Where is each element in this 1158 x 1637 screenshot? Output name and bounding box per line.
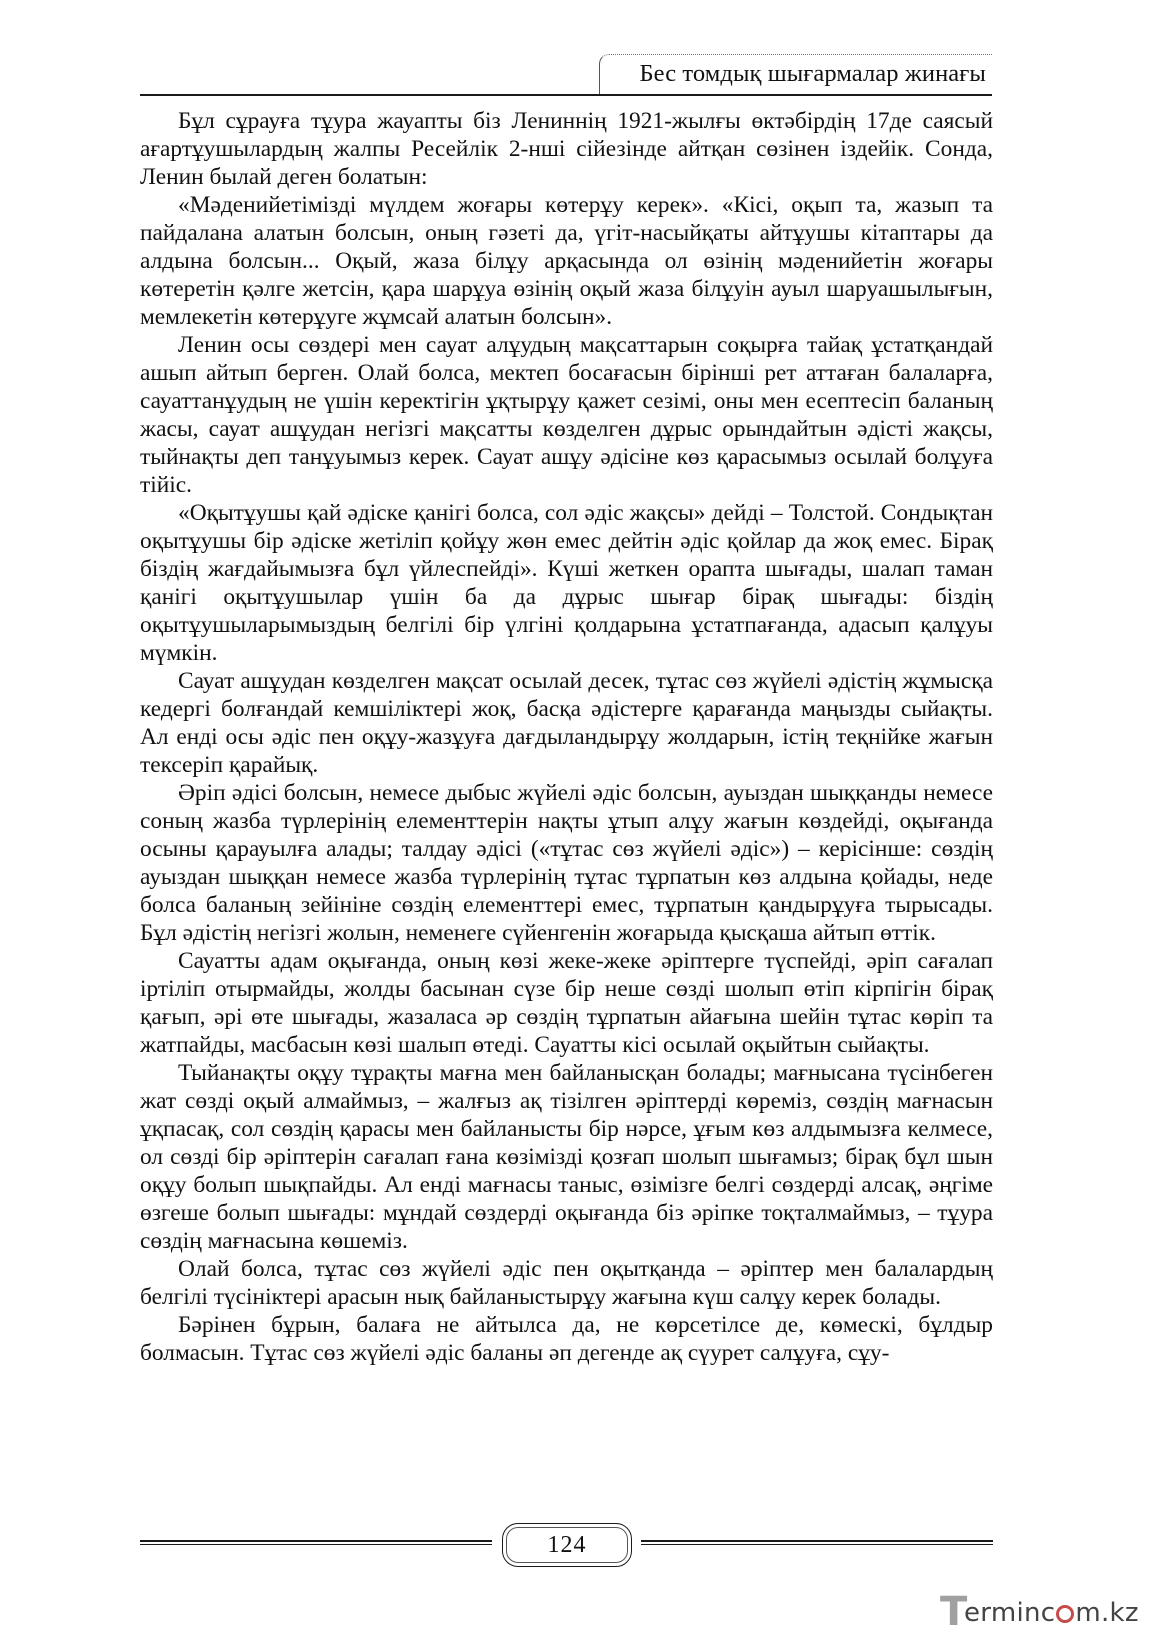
paragraph: Сауат ашұудан көзделген мақсат осылай десек, тұтас сөз жүйелі әдістің жұмысқа кедергі болғандай кемшіліктері жоқ, басқа әдістерге қарағанда маңызды сыйақты. Ал енді осы әдіс пен оқұу-жазұуға дағдыландырұу жолдарын, істің теқнійке жағын тексеріп қарайық. (140, 668, 993, 778)
paragraph: Сауатты адам оқығанда, оның көзі жеке-жеке әріптерге түспейді, әріп сағалап іртіліп отырмайды, жолды басынан сүзе бір неше сөзді шолып өтіп кірпігін бірақ қағып, әрі өте шығады, жазаласа әр сөздің тұрпатын айағына шейін тұтас көріп та жатпайды, масбасын көзі шалып өтеді. Сауатты кісі осылай оқыйтын сыйақты. (140, 948, 993, 1058)
footer-rule-right (641, 1540, 993, 1545)
paragraph: Олай болса, тұтас сөз жүйелі әдіс пен оқытқанда – әріптер мен балалардың белгілі түсініктері арасын нық байланыстырұу жағына күш салұу керек болады. (140, 1256, 993, 1310)
running-header-title: Бес томдық шығармалар жинағы (639, 60, 986, 87)
paragraph: Тыйанақты оқұу тұрақты мағна мен байланысқан болады; мағнысана түсінбеген жат сөзді оқый алмаймыз, – жалғыз ақ тізілген әріптерді көреміз, сөздің мағнасын ұқпасақ, сол сөздің қарасы мен байланысты бір нәрсе, ұғым көз алдымызға келмесе, ол сөзді бір әріптерін сағалап ғана көзімізді қозғап шолып шығамыз; бірақ бұл шын оқұу болып шықпайды. Ал енді мағнасы таныс, өзімізге белгі сөздерді алсақ, әңгіме өзгеше болып шығады: мұндай сөздерді оқығанда біз әріпке тоқталмаймыз, – тұура сөздің мағнасына көшеміз. (140, 1060, 993, 1254)
page-number-frame (502, 1523, 632, 1567)
running-header (140, 52, 992, 96)
termincom-watermark (940, 1589, 1140, 1635)
header-rule (140, 94, 992, 96)
page-footer (140, 1519, 993, 1571)
paragraph: Ленин осы сөздері мен сауат алұудың мақсаттарын соқырға тайақ ұстатқандай ашып айтып берген. Олай болса, мектеп босағасын бірінші рет аттаған балаларға, сауаттанұудың не үшін керектігін ұқтырұу қажет сезімі, оны мен есептесіп баланың жасы, сауат ашұудан негізгі мақсатты көзделген дұрыс орындайтын әдісті жақсы, тыйнақты деп танұуымыз керек. Сауат ашұу әдісіне көз қарасымыз осылай болұуға тійіс. (140, 332, 993, 498)
paragraph: Бәрінен бұрын, балаға не айтылса да, не көрсетілсе де, көмескі, бұлдыр болмасын. Тұтас сөз жүйелі әдіс баланы әп дегенде ақ сүурет салұуға, сұу- (140, 1312, 993, 1366)
page-number: 124 (547, 1532, 587, 1558)
paragraph: «Мәденийетімізді мүлдем жоғары көтерұу керек». «Кісі, оқып та, жазып та пайдалана алатын болсын, оның гәзеті да, үгіт-насыйқаты айтұушы кітаптары да алдына болсын... Оқый, жаза білұу арқасында ол өзінің мәденийетін жоғары көтеретін қәлге жетсін, қара шарұуа өзінің оқый жаза білұуін ауыл шаруашылығын, мемлекетін көтерұуге жұмсай алатын болсын». (140, 192, 993, 330)
paragraph: «Оқытұушы қай әдіске қанігі болса, сол әдіс жақсы» дейді – Толстой. Сондықтан оқытұушы бір әдіске жетіліп қойұу жөн емес дейтін әдіс қойлар да жоқ емес. Бірақ біздің жағдайымызға бұл үйлеспейді». Күші жеткен орапта шығады, шалап таман қанігі оқытұушылар үшін ба да дұрыс шығар бірақ шығады: біздің оқытұушыларымыздың белгілі бір үлгіні қолдарына ұстатпағанда, адасып қалұуы мүмкін. (140, 500, 993, 666)
watermark-o-circle-icon (1056, 1605, 1074, 1623)
watermark-text-part2: m.kz (1075, 1598, 1139, 1628)
watermark-text (964, 1598, 1139, 1628)
paragraph: Бұл сұрауға тұура жауапты біз Лениннің 1921-жылғы өктәбірдің 17де саясый ағартұушылардың жалпы Ресейлік 2-нші сійезінде айтқан сөзінен іздейік. Сонда, Ленин былай деген болатын: (140, 108, 993, 190)
footer-rule-left (140, 1540, 492, 1545)
watermark-letter-t: T (940, 1589, 968, 1635)
watermark-text-part1: erminc (964, 1598, 1056, 1628)
paragraph: Әріп әдісі болсын, немесе дыбыс жүйелі әдіс болсын, ауыздан шыққанды немесе соның жазба түрлерінің елементтерін нақты ұтып алұу жағын көздейді, оқығанда осыны қарауылға алады; талдау әдісі («тұтас сөз жүйелі әдіс») – керісінше: сөздің ауыздан шыққан немесе жазба түрлерінің тұтас тұрпатын көз алдына қойады, неде болса баланың зейініне сөздің елементтері емес, тұрпатын қандырұуға тырысады. Бұл әдістің негізгі жолын, неменеге сүйенгенін жоғарыда қысқаша айтып өттік. (140, 780, 993, 946)
main-text (140, 107, 993, 1367)
